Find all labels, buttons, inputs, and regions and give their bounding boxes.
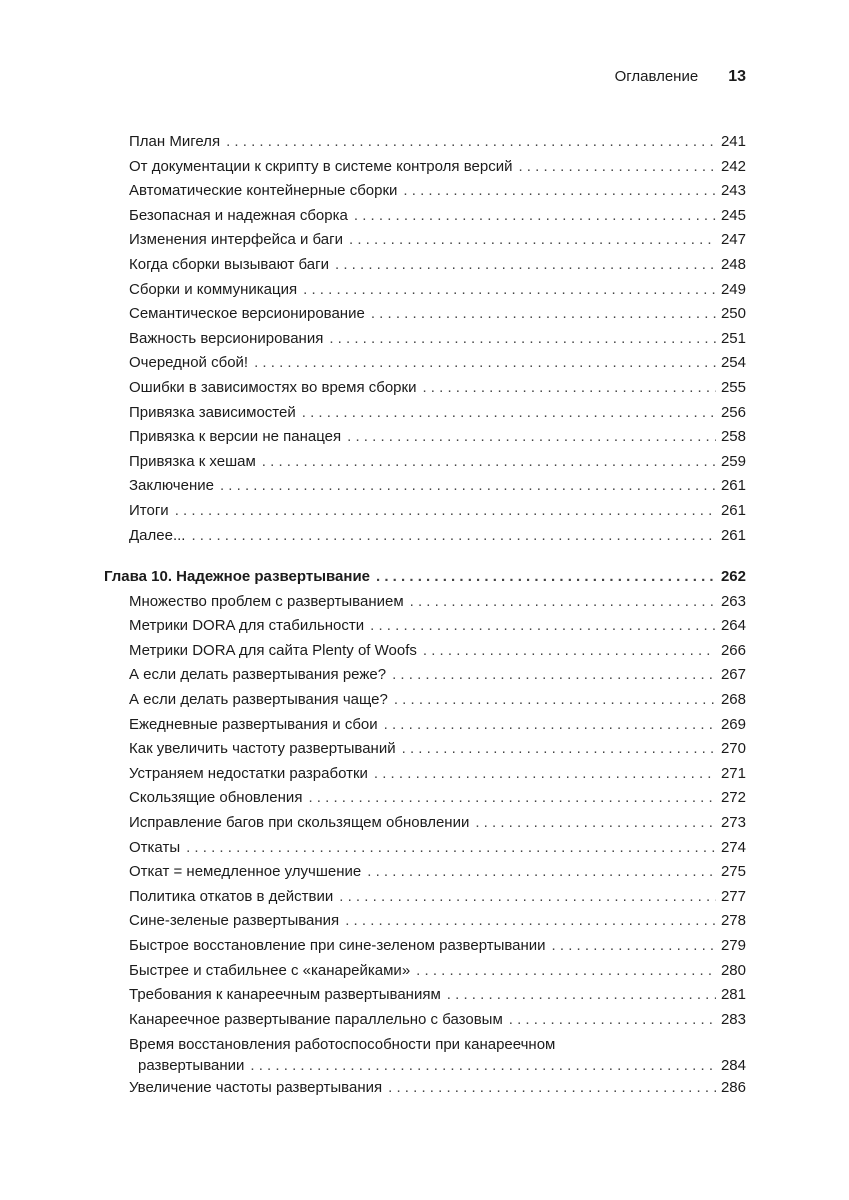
toc-entry-page: 283 (720, 1010, 746, 1028)
running-header (0, 68, 746, 92)
toc-entry[interactable] (129, 811, 746, 835)
header-page-number: 13 (728, 68, 746, 85)
toc-leader-dots (394, 688, 716, 712)
toc-entry-page: 264 (720, 617, 746, 635)
toc-entry-page: 271 (720, 764, 746, 782)
toc-leader-dots (349, 228, 716, 252)
toc-leader-dots (410, 590, 716, 614)
toc-leader-dots (552, 934, 716, 958)
toc-leader-dots (416, 959, 716, 983)
toc-entry-label: Метрики DORA для сайта Plenty of Woofs (129, 641, 417, 659)
chapter-title: Глава 10. Надежное развертывание (104, 568, 371, 585)
toc-entry[interactable] (129, 376, 746, 400)
toc-entry[interactable] (129, 614, 746, 638)
toc-leader-dots (370, 614, 716, 638)
toc-entry-page: 261 (720, 477, 746, 495)
toc-entry-page: 256 (720, 403, 746, 421)
toc-entry[interactable] (129, 983, 746, 1007)
toc-entry-label: Канареечное развертывание параллельно с базовым (129, 1010, 503, 1028)
toc-leader-dots (402, 737, 716, 761)
toc-leader-dots (303, 278, 716, 302)
toc-entry-label: Откат = немедленное улучшение (129, 863, 362, 881)
toc-leader-dots (475, 811, 716, 835)
toc-chapter-heading[interactable] (104, 565, 746, 589)
toc-entry-label: Изменения интерфейса и баги (129, 231, 343, 249)
toc-entry[interactable] (129, 474, 746, 498)
toc-entry-page: 242 (720, 157, 746, 175)
toc-entry[interactable] (129, 713, 746, 737)
toc-entry-label: От документации к скрипту в системе контроля версий (129, 157, 513, 175)
toc-entry[interactable] (129, 278, 746, 302)
toc-entry-page: 266 (720, 641, 746, 659)
toc-entry[interactable] (129, 737, 746, 761)
toc-leader-dots (191, 524, 716, 548)
toc-entry[interactable] (129, 351, 746, 375)
toc-entry-label: Метрики DORA для стабильности (129, 617, 365, 635)
toc-leader-dots (329, 327, 716, 351)
toc-entry-label: Привязка зависимостей (129, 403, 296, 421)
toc-entry-page: 249 (720, 280, 746, 298)
toc-entry-label: План Мигеля (129, 133, 221, 150)
toc-entry-page: 243 (720, 182, 746, 200)
toc-leader-dots (175, 499, 716, 523)
toc-leader-dots (186, 836, 716, 860)
toc-entry-page: 279 (720, 937, 746, 954)
toc-entry[interactable] (129, 762, 746, 786)
toc-entry-label-line2: развертывании (138, 1057, 245, 1074)
toc-entry[interactable] (129, 885, 746, 909)
toc-entry-label: Итоги (129, 502, 169, 519)
toc-entry-page: 247 (720, 231, 746, 249)
toc-leader-dots (335, 253, 716, 277)
toc-entry-label: Как увеличить частоту развертываний (129, 740, 396, 758)
toc-leader-dots (447, 983, 716, 1007)
toc-leader-dots (345, 909, 716, 933)
toc-entry[interactable] (129, 909, 746, 933)
toc-entry-label: Ежедневные развертывания и сбои (129, 715, 378, 733)
toc-leader-dots (250, 1055, 716, 1076)
toc-leader-dots (422, 376, 716, 400)
toc-entry-label: Множество проблем с развертыванием (129, 592, 404, 610)
toc-leader-dots (384, 713, 716, 737)
toc-entry-page: 269 (720, 715, 746, 733)
toc-entry[interactable] (129, 130, 746, 154)
toc-entry[interactable] (129, 327, 746, 351)
toc-entry[interactable] (129, 860, 746, 884)
toc-entry-label: А если делать развертывания реже? (129, 666, 387, 684)
toc-leader-dots (423, 639, 716, 663)
toc-entry-label: Быстрое восстановление при сине-зеленом развертывании (129, 937, 546, 954)
toc-entry-page: 250 (720, 305, 746, 323)
toc-leader-dots (254, 351, 716, 375)
toc-entry[interactable] (129, 155, 746, 179)
toc-entry-label: Исправление багов при скользящем обновлении (129, 814, 470, 831)
toc-entry-page: 278 (720, 912, 746, 930)
toc-entry-page: 241 (720, 133, 746, 150)
toc-leader-dots (308, 786, 716, 810)
toc-entry-page: 275 (720, 863, 746, 881)
toc-entry-page: 251 (720, 329, 746, 347)
toc-entry-wrapped[interactable] (129, 1034, 746, 1076)
toc-entry-label: Устраняем недостатки разработки (129, 764, 368, 782)
toc-entry-label: Сборки и коммуникация (129, 280, 298, 298)
toc-entry-label: Быстрее и стабильнее с «канарейками» (129, 961, 411, 979)
toc-leader-dots (509, 1008, 716, 1032)
toc-leader-dots (388, 1076, 716, 1100)
toc-entry[interactable] (129, 959, 746, 983)
toc-entry-page: 245 (720, 206, 746, 224)
toc-entry-page: 286 (720, 1079, 746, 1096)
toc-entry[interactable] (129, 499, 746, 523)
toc-entry[interactable] (129, 590, 746, 614)
toc-entry[interactable] (129, 639, 746, 663)
toc-entry-page: 267 (720, 666, 746, 684)
toc-leader-dots (220, 474, 716, 498)
toc-leader-dots (518, 155, 716, 179)
toc-entry[interactable] (129, 934, 746, 958)
toc-entry-label: Сине-зеленые развертывания (129, 912, 340, 930)
toc-entry-label: Важность версионирования (129, 329, 324, 347)
toc-entry-label: А если делать развертывания чаще? (129, 691, 388, 708)
toc-entry[interactable] (129, 450, 746, 474)
toc-entry-label-line1: Время восстановления работоспособности при канареечном (129, 1036, 556, 1053)
toc-leader-dots (226, 130, 716, 154)
toc-entry[interactable] (129, 688, 746, 712)
toc-leader-dots (339, 885, 716, 909)
toc-entry-label: Привязка к версии не панацея (129, 428, 342, 446)
toc-entry[interactable] (129, 663, 746, 687)
toc-entry-label: Очередной сбой! (129, 354, 249, 372)
toc-entry-label: Ошибки в зависимостях во время сборки (129, 379, 417, 396)
toc-entry-page: 259 (720, 452, 746, 470)
toc-entry[interactable] (129, 302, 746, 326)
header-title: Оглавление (614, 68, 699, 85)
toc-entry-page: 272 (720, 789, 746, 807)
toc-leader-dots (376, 565, 716, 589)
toc-entry-label: Далее... (129, 526, 186, 544)
toc-entry[interactable] (129, 1008, 746, 1032)
toc-entry-label: Заключение (129, 477, 214, 495)
toc-entry[interactable] (129, 401, 746, 425)
toc-entry[interactable] (129, 204, 746, 228)
chapter-page: 262 (720, 568, 746, 585)
toc-entry-page: 274 (720, 838, 746, 856)
toc-leader-dots (392, 663, 716, 687)
toc-entry-label: Когда сборки вызывают баги (129, 256, 329, 273)
toc-entry[interactable] (129, 786, 746, 810)
toc-entry-label: Требования к канареечным развертываниям (129, 986, 441, 1004)
toc-entry-page: 270 (720, 740, 746, 758)
toc-leader-dots (403, 179, 716, 203)
toc-entry[interactable] (129, 524, 746, 548)
toc-entry-label: Увеличение частоты развертывания (129, 1079, 383, 1096)
toc-entry-page: 268 (720, 691, 746, 708)
toc-leader-dots (347, 425, 716, 449)
toc-leader-dots (374, 762, 716, 786)
toc-leader-dots (371, 302, 716, 326)
toc-entry[interactable] (129, 253, 746, 277)
toc-entry-page: 281 (720, 986, 746, 1004)
toc-entry[interactable] (129, 179, 746, 203)
toc-entry-line2 (129, 1055, 746, 1076)
toc-entry-page: 255 (720, 379, 746, 396)
toc-entry-page: 261 (720, 526, 746, 544)
toc-leader-dots (367, 860, 716, 884)
toc-entry-label: Политика откатов в действии (129, 887, 334, 905)
toc-entry-label: Откаты (129, 838, 181, 856)
toc-entry-label: Привязка к хешам (129, 452, 256, 470)
toc-entry-label: Безопасная и надежная сборка (129, 206, 348, 224)
toc-entry-page: 254 (720, 354, 746, 372)
toc-entry-page: 280 (720, 961, 746, 979)
toc-entry-label: Автоматические контейнерные сборки (129, 182, 398, 200)
toc-entry-label: Семантическое версионирование (129, 305, 365, 323)
toc-entry-page: 258 (720, 428, 746, 446)
toc-entry-page: 277 (720, 887, 746, 905)
toc-entry-page: 273 (720, 814, 746, 831)
toc-entry-page: 284 (720, 1057, 746, 1074)
toc-entry[interactable] (129, 425, 746, 449)
toc-entry-page: 263 (720, 592, 746, 610)
toc-leader-dots (354, 204, 716, 228)
toc-entry[interactable] (129, 836, 746, 860)
toc-entry-page: 248 (720, 256, 746, 273)
toc-leader-dots (302, 401, 716, 425)
toc-entry[interactable] (129, 1076, 746, 1100)
toc-entry-label: Скользящие обновления (129, 789, 303, 807)
toc-entry-page: 261 (720, 502, 746, 519)
toc-entry[interactable] (129, 228, 746, 252)
toc-leader-dots (262, 450, 716, 474)
